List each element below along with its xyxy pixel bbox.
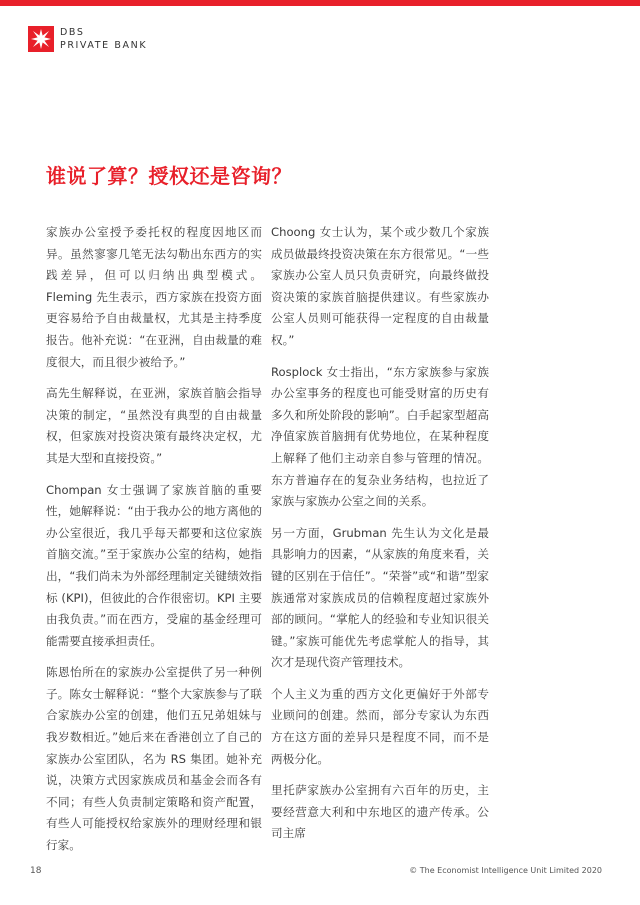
paragraph: 另一方面，Grubman 先生认为文化是最具影响力的因素，“从家族的角度来看，关键的区别在于信任”。“荣誉”或“和谐”型家族通常对家族成员的信赖程度超过家族外部的顾问。“掌舵人的经验和专业知识很关键。”家族可能优先考虑掌舵人的指导，其次才是现代资产管理技术。 bbox=[271, 525, 489, 670]
brand-line-2: PRIVATE BANK bbox=[60, 40, 148, 51]
right-column bbox=[271, 222, 489, 855]
brand-name bbox=[60, 26, 147, 52]
paragraph: 里托萨家族办公室拥有六百年的历史，主要经营意大利和中东地区的遗产传承。公司主席 bbox=[271, 783, 489, 841]
copyright-notice: © The Economist Intelligence Unit Limited 2020 bbox=[409, 866, 602, 875]
paragraph: 高先生解释说，在亚洲，家族首脑会指导决策的制定，“虽然没有典型的自由裁量权，但家族对投资决策有最终决定权，尤其是大型和直接投资。” bbox=[46, 386, 262, 465]
paragraph: Choong 女士认为，某个或少数几个家族成员做最终投资决策在东方很常见。“一些家族办公室人员只负责研究，向最终做投资决策的家族首脑提供建议。有些家族办公室人员则可能获得一定程度的自由裁量权。” bbox=[271, 225, 489, 347]
paragraph: Chompan 女士强调了家族首脑的重要性，她解释说：“由于我办公的地方离他的办公室很近，我几乎每天都要和这位家族首脑交流。”至于家族办公室的结构，她指出，“我们尚未为外部经理制定关键绩效指标 (KPI)，但彼此的合作很密切。KPI 主要由我负责。”而在西方，受雇的基金经理可能需要直接承担责任。 bbox=[46, 482, 262, 648]
paragraph: 家族办公室授予委托权的程度因地区而异。虽然寥寥几笔无法勾勒出东西方的实践差异，但可以归纳出典型模式。Fleming 先生表示，西方家族在投资方面更容易给予自由裁量权，尤其是主持季度报告。他补充说：“在亚洲，自由裁量的难度很大，而且很少被给予。” bbox=[46, 225, 262, 369]
section-title: 谁说了算？授权还是咨询？ bbox=[46, 164, 292, 188]
page-number: 18 bbox=[30, 866, 42, 876]
paragraph: 陈恩怡所在的家族办公室提供了另一种例子。陈女士解释说：“整个大家族参与了联合家族办公室的创建，他们五兄弟姐妹与我岁数相近。”她后来在香港创立了自己的家族办公室团队，名为 RS 集团。她补充说，决策方式因家族成员和基金会而各有不同；有些人负责制定策略和资产配置，有些人可能授权给家族外的理财经理和银行家。 bbox=[46, 665, 262, 853]
paragraph: 个人主义为重的西方文化更偏好于外部专业顾问的创建。然而，部分专家认为东西方在这方面的差异只是程度不同，而不是两极分化。 bbox=[271, 686, 489, 766]
paragraph: Rosplock 女士指出，“东方家族参与家族办公室事务的程度也可能受财富的历史有多久和所处阶段的影响”。白手起家型超高净值家族首脑拥有优势地位，在某种程度上解释了他们主动亲自参与管理的情况。东方普遍存在的复杂业务结构，也拉近了家族与家族办公室之间的关系。 bbox=[271, 364, 489, 509]
top-accent-bar bbox=[0, 0, 640, 6]
dbs-star-icon bbox=[28, 26, 54, 52]
left-column bbox=[46, 222, 262, 867]
brand-line-1: DBS bbox=[60, 27, 85, 38]
